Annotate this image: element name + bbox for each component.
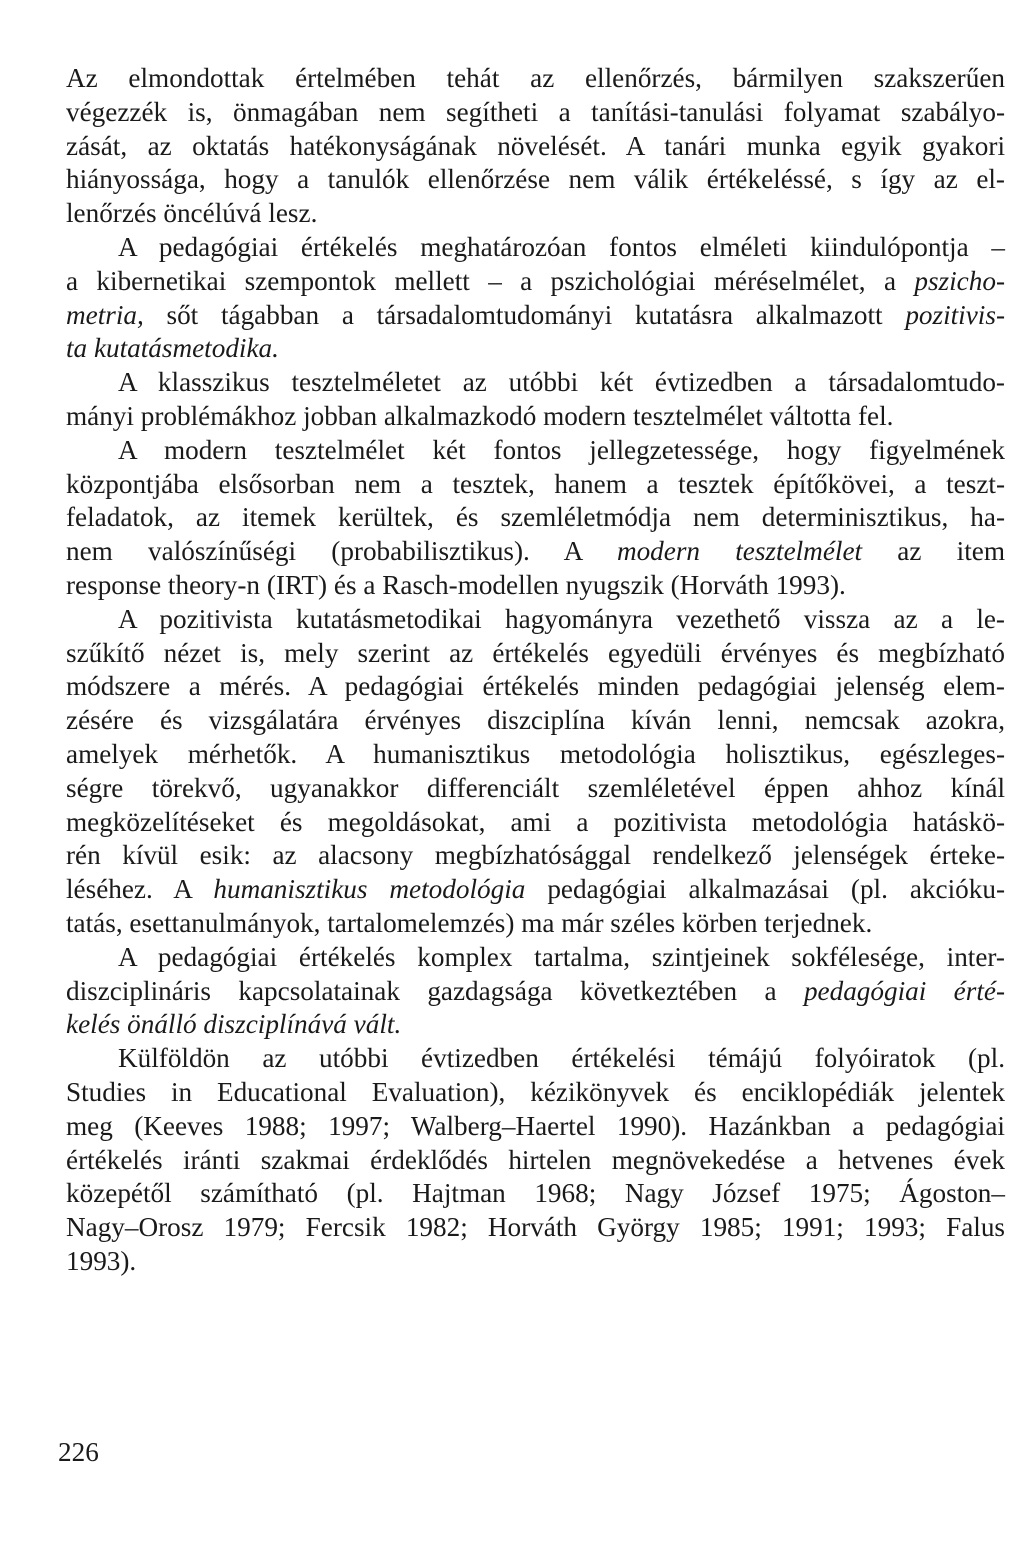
text-line — [66, 535, 1005, 569]
text-line: Az elmondottak értelmében tehát az ellenőrzés, bármilyen szakszerűen — [66, 63, 1005, 93]
paragraph-7 — [66, 1042, 1005, 1279]
text-line: amelyek mérhetők. A humanisztikus metodológia holisztikus, egészleges- — [66, 738, 1005, 769]
text-line: mányi problémákhoz jobban alkalmazkodó modern tesztelmélet váltotta fel. — [66, 400, 894, 431]
page-body — [66, 62, 1005, 1279]
text-line — [66, 299, 1005, 333]
text-run: sőt tágabban a társadalomtudományi kutatásra alkalmazott — [143, 299, 906, 330]
text-line: Studies in Educational Evaluation), kézikönyvek és enciklopédiák jelentek — [66, 1076, 1005, 1107]
text-line: Külföldön az utóbbi évtizedben értékelési témájú folyóiratok (pl. — [118, 1043, 1005, 1074]
italic-term: humanisztikus metodológia — [213, 874, 526, 905]
paragraph-3 — [66, 366, 1005, 434]
text-line: 1993). — [66, 1245, 137, 1276]
text-line — [66, 975, 1005, 1009]
text-line: hiányossága, hogy a tanulók ellenőrzése nem válik értékeléssé, s így az el- — [66, 164, 1005, 195]
text-run: léséhez. A — [66, 874, 214, 905]
text-run: a kibernetikai szempontok mellett – a pszichológiai méréselmélet, a — [66, 265, 915, 296]
paragraph-2 — [66, 231, 1005, 366]
text-line — [66, 873, 1005, 907]
text-line: központjába elsősorban nem a tesztek, hanem a tesztek építőkövei, a teszt- — [66, 468, 1005, 499]
text-line: közepétől számítható (pl. Hajtman 1968; Nagy József 1975; Ágoston– — [66, 1178, 1005, 1209]
text-line: szűkítő nézet is, mely szerint az értékelés egyedüli érvényes és megbízható — [66, 637, 1005, 668]
text-line — [66, 1008, 1005, 1042]
text-line: ségre törekvő, ugyanakkor differenciált szemléletével éppen ahhoz kínál — [66, 772, 1005, 803]
text-line: értékelés iránti szakmai érdeklődés hirtelen megnövekedése a hetvenes évek — [66, 1144, 1005, 1175]
paragraph-5 — [66, 603, 1005, 941]
italic-term: kelés önálló diszciplínává vált. — [66, 1009, 402, 1040]
text-run: diszciplináris kapcsolatainak gazdagsága következtében a — [66, 975, 804, 1006]
paragraph-6 — [66, 941, 1005, 1042]
text-line — [66, 332, 1005, 366]
italic-term: pedagógiai érté- — [803, 975, 1006, 1006]
text-line: zésére és vizsgálatára érvényes diszciplína kíván lenni, nemcsak azokra, — [66, 705, 1005, 736]
text-line: meg (Keeves 1988; 1997; Walberg–Haertel 1990). Hazánkban a pedagógiai — [66, 1110, 1005, 1141]
text-line: végezzék is, önmagában nem segítheti a tanítási-tanulási folyamat szabályo- — [66, 96, 1005, 127]
text-line: megközelítéseket és megoldásokat, ami a pozitivista metodológia hatáskö- — [66, 806, 1005, 837]
text-line: feladatok, az itemek kerültek, és szemléletmódja nem determinisztikus, ha- — [66, 502, 1005, 533]
text-line: A klasszikus tesztelméletet az utóbbi két évtizedben a társadalomtudo- — [118, 367, 1005, 398]
text-line: A pedagógiai értékelés komplex tartalma, szintjeinek sokfélesége, inter- — [118, 941, 1005, 972]
text-run: az item — [862, 536, 1005, 567]
text-line: response theory-n (IRT) és a Rasch-modellen nyugszik (Horváth 1993). — [66, 569, 846, 600]
text-line: A modern tesztelmélet két fontos jellegzetessége, hogy figyelmének — [118, 434, 1005, 465]
italic-term: metria, — [66, 299, 144, 330]
text-line: A pozitivista kutatásmetodikai hagyományra vezethető vissza az a le- — [118, 603, 1005, 634]
page-number: 226 — [58, 1437, 99, 1467]
text-line: A pedagógiai értékelés meghatározóan fontos elméleti kiindulópontja – — [118, 231, 1005, 262]
text-run: pedagógiai alkalmazásai (pl. akcióku- — [525, 874, 1005, 905]
text-line: Nagy–Orosz 1979; Fercsik 1982; Horváth György 1985; 1991; 1993; Falus — [66, 1212, 1005, 1243]
paragraph-1 — [66, 62, 1005, 231]
text-line — [66, 265, 1005, 299]
text-line: rén kívül esik: az alacsony megbízhatósággal rendelkező jelenségek érteke- — [66, 840, 1005, 871]
text-line: tatás, esettanulmányok, tartalomelemzés) ma már széles körben terjednek. — [66, 907, 873, 938]
italic-term: pozitivis- — [905, 299, 1005, 330]
italic-term: pszicho- — [914, 265, 1005, 296]
text-line: lenőrzés öncélúvá lesz. — [66, 198, 318, 229]
text-run: nem valószínűségi (probabilisztikus). A — [66, 536, 617, 567]
italic-term: ta kutatásmetodika. — [66, 333, 279, 364]
text-line: módszere a mérés. A pedagógiai értékelés minden pedagógiai jelenség elem- — [66, 671, 1005, 702]
italic-term: modern tesztelmélet — [616, 536, 863, 567]
paragraph-4 — [66, 434, 1005, 603]
text-line: zását, az oktatás hatékonyságának növelését. A tanári munka egyik gyakori — [66, 130, 1005, 161]
